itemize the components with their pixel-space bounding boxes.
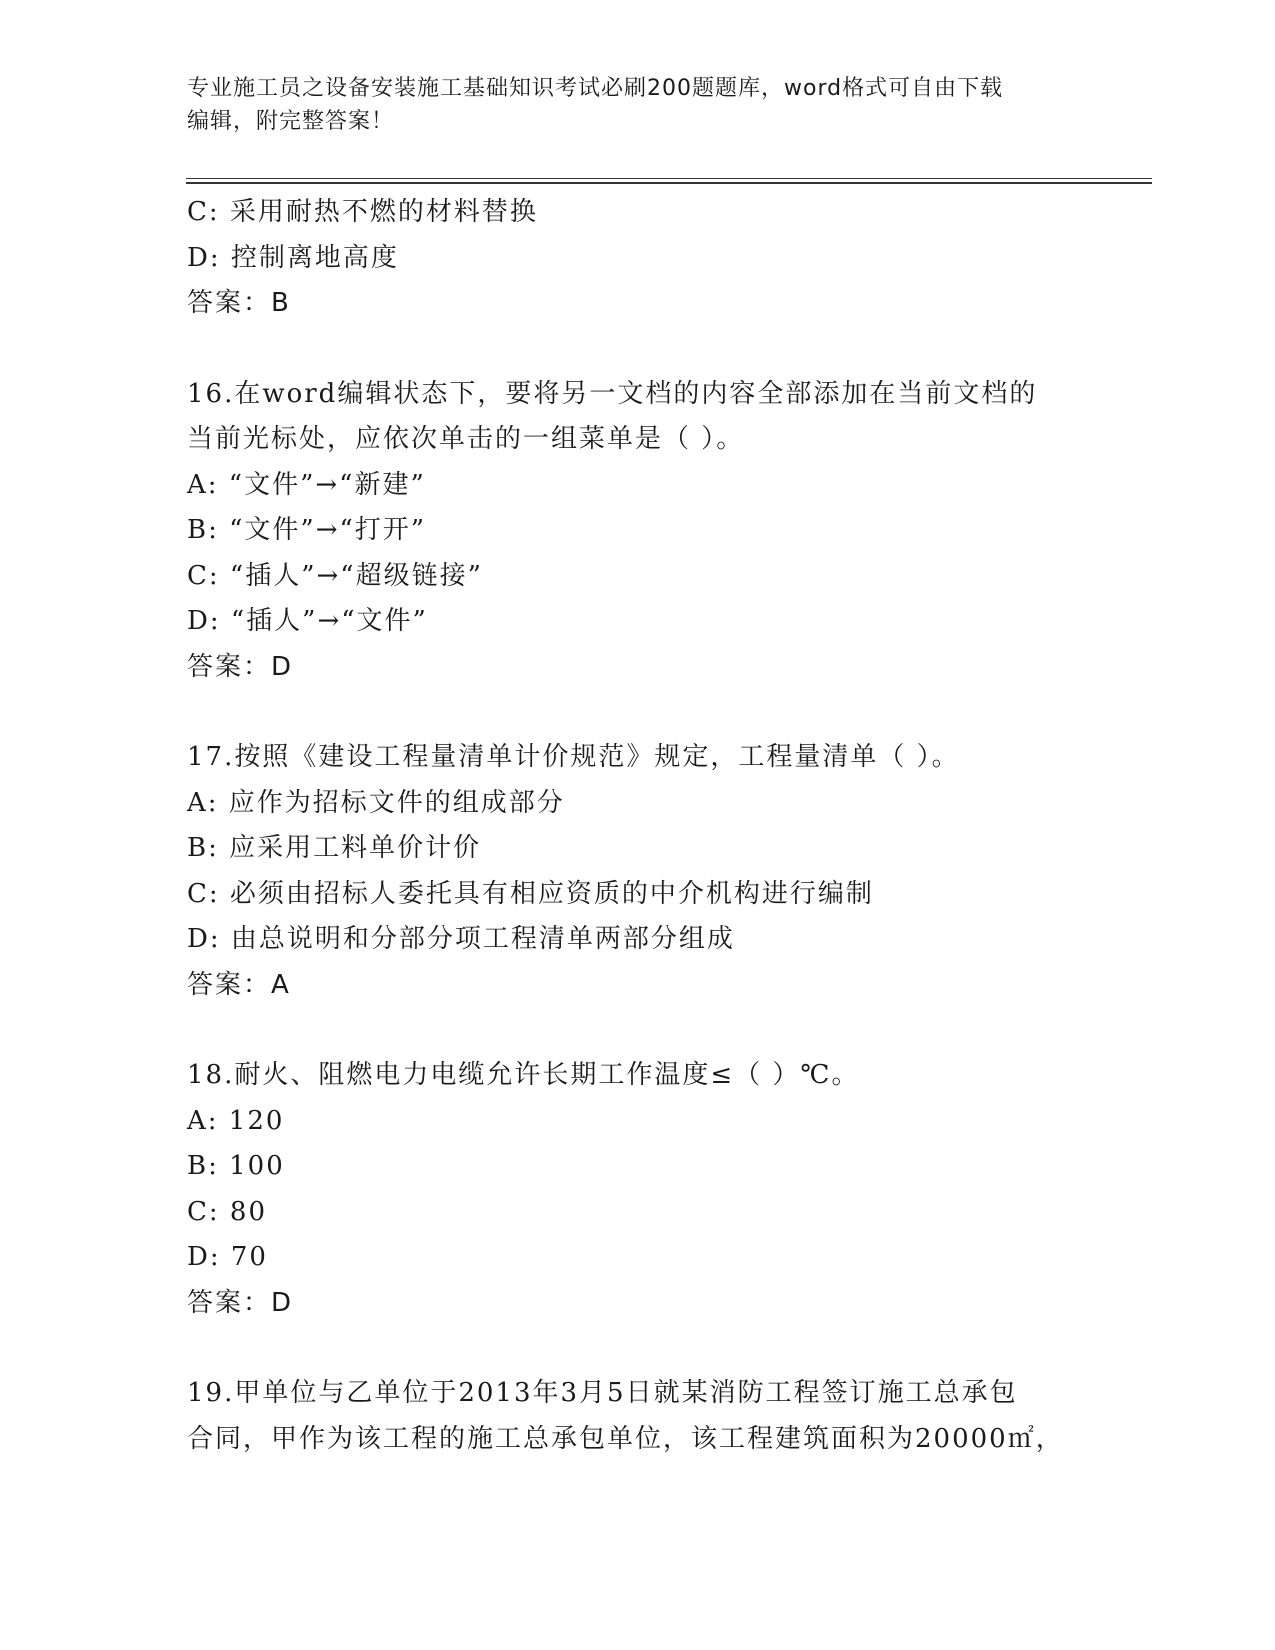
q16-stem-line-2: 当前光标处，应依次单击的一组菜单是（ ）。 xyxy=(187,424,745,454)
q18-option-b: B: 100 xyxy=(187,1151,285,1181)
q15-option-d: D: 控制离地高度 xyxy=(187,242,399,273)
question-gap xyxy=(187,327,1087,372)
question-gap xyxy=(187,690,1087,735)
header-title-line-2: 编辑，附完整答案！ xyxy=(187,109,395,134)
q17-option-d: D: 由总说明和分部分项工程清单两部分组成 xyxy=(187,924,735,954)
question-19-block xyxy=(187,1371,1087,1462)
document-body xyxy=(187,190,1087,1462)
q16-answer: 答案：D xyxy=(187,651,294,682)
q18-answer: 答案：D xyxy=(187,1287,294,1318)
q15-answer: 答案：B xyxy=(187,288,291,318)
document-header xyxy=(187,72,1067,138)
q16-option-b: B: “文件”→“打开” xyxy=(187,515,427,545)
q17-option-c: C: 必须由招标人委托具有相应资质的中介机构进行编制 xyxy=(187,878,874,909)
q18-option-a: A: 120 xyxy=(187,1105,285,1136)
q17-stem-line-1: 17.按照《建设工程量清单计价规范》规定，工程量清单（ ）。 xyxy=(187,742,960,772)
header-divider-thin xyxy=(186,178,1152,179)
q17-option-b: B: 应采用工料单价计价 xyxy=(187,833,482,863)
question-17-block xyxy=(187,735,1087,1008)
q16-option-a: A: “文件”→“新建” xyxy=(187,469,426,500)
question-gap xyxy=(187,1326,1087,1371)
question-gap xyxy=(187,1008,1087,1053)
q18-option-d: D: 70 xyxy=(187,1242,268,1272)
q16-stem-line-1: 16.在word编辑状态下，要将另一文档的内容全部添加在当前文档的 xyxy=(187,378,1038,409)
question-18-block xyxy=(187,1053,1087,1326)
question-15-block xyxy=(187,190,1087,327)
header-divider-thick xyxy=(186,182,1152,184)
q17-answer: 答案：A xyxy=(187,969,291,1000)
q15-option-c: C: 采用耐热不燃的材料替换 xyxy=(187,197,538,227)
q19-stem-line-2: 合同，甲作为该工程的施工总承包单位，该工程建筑面积为20000㎡， xyxy=(187,1423,1064,1454)
q18-stem-line-1: 18.耐火、阻燃电力电缆允许长期工作温度≤（ ）℃。 xyxy=(187,1060,860,1090)
q19-stem-line-1: 19.甲单位与乙单位于2013年3月5日就某消防工程签订施工总承包 xyxy=(187,1378,1018,1408)
q18-option-c: C: 80 xyxy=(187,1196,268,1227)
question-16-block xyxy=(187,372,1087,691)
q16-option-d: D: “插人”→“文件” xyxy=(187,606,428,636)
header-title-line-1: 专业施工员之设备安装施工基础知识考试必刷200题题库，word格式可自由下载 xyxy=(187,76,1004,101)
q16-option-c: C: “插人”→“超级链接” xyxy=(187,560,483,591)
q17-option-a: A: 应作为招标文件的组成部分 xyxy=(187,787,565,818)
